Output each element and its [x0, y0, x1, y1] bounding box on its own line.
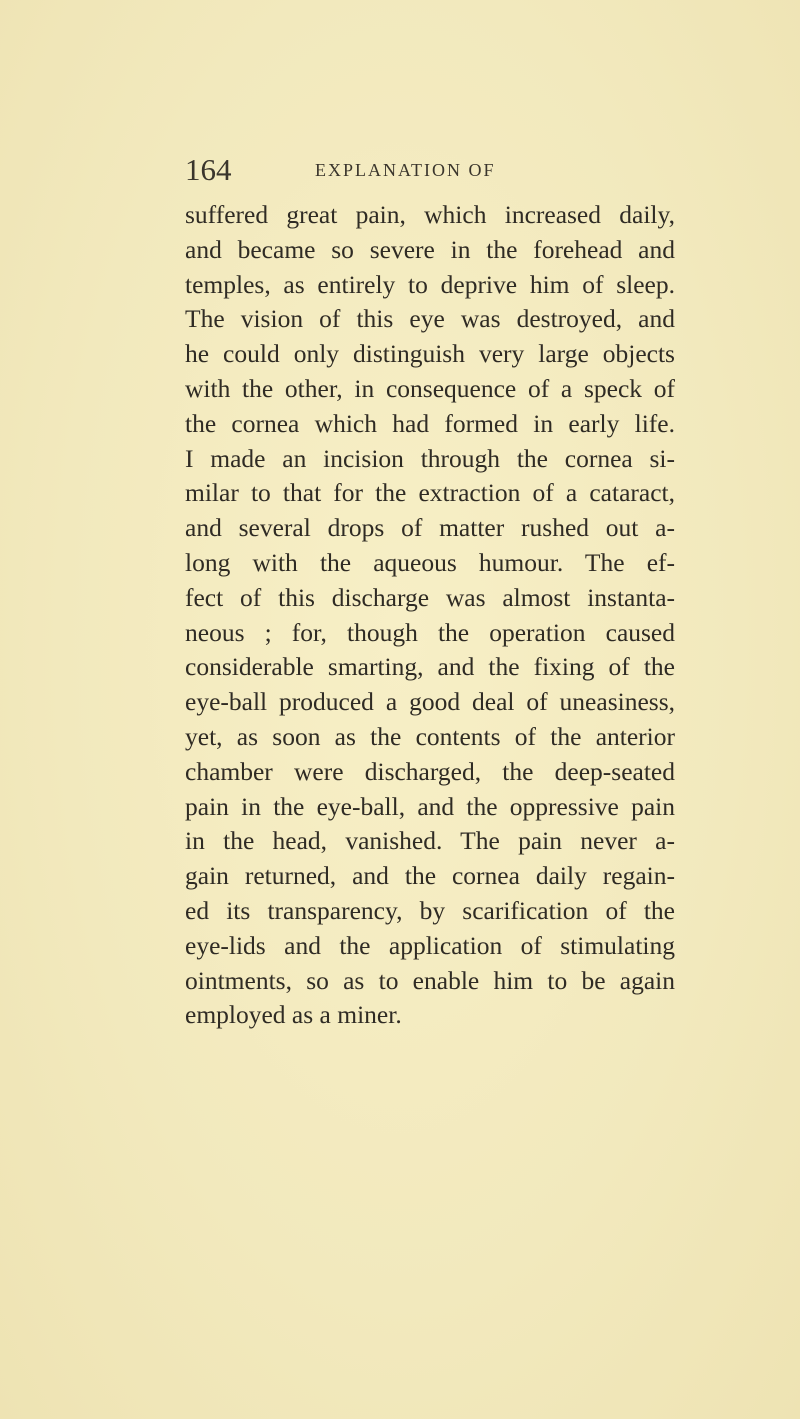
- text-line: The vision of this eye was destroyed, and: [185, 304, 675, 334]
- text-line: suffered great pain, which increased daily,: [185, 200, 675, 229]
- text-line: pain in the eye-ball, and the oppressive pain: [185, 791, 675, 821]
- body-text: [185, 198, 675, 1033]
- text-line: chamber were discharged, the deep-seated: [185, 756, 675, 786]
- text-line: ointments, so as to enable him to be again: [185, 965, 675, 995]
- text-line: employed as a miner.: [185, 1000, 402, 1030]
- text-line: fect of this discharge was almost instanta-: [185, 582, 675, 612]
- page-number: 164: [185, 152, 232, 187]
- text-line: milar to that for the extraction of a cataract,: [185, 478, 675, 508]
- text-line: eye-lids and the application of stimulating: [185, 930, 675, 960]
- text-line: he could only distinguish very large objects: [185, 339, 675, 369]
- text-line: the cornea which had formed in early life.: [185, 408, 675, 438]
- text-line: eye-ball produced a good deal of uneasiness,: [185, 687, 675, 717]
- text-line: and became so severe in the forehead and: [185, 234, 675, 264]
- text-line: and several drops of matter rushed out a-: [185, 513, 675, 543]
- text-line: yet, as soon as the contents of the anterior: [185, 721, 675, 751]
- text-line: in the head, vanished. The pain never a-: [185, 826, 675, 856]
- running-head: [185, 150, 665, 190]
- text-line: temples, as entirely to deprive him of sleep.: [185, 269, 675, 299]
- text-line: considerable smarting, and the fixing of the: [185, 652, 675, 682]
- text-line: with the other, in consequence of a speck of: [185, 373, 675, 403]
- text-line: long with the aqueous humour. The ef-: [185, 547, 675, 577]
- text-line: gain returned, and the cornea daily regain-: [185, 861, 675, 891]
- running-title: EXPLANATION OF: [315, 160, 496, 180]
- text-line: I made an incision through the cornea si-: [185, 443, 675, 473]
- text-line: neous ; for, though the operation caused: [185, 617, 675, 647]
- text-line: ed its transparency, by scarification of the: [185, 895, 675, 925]
